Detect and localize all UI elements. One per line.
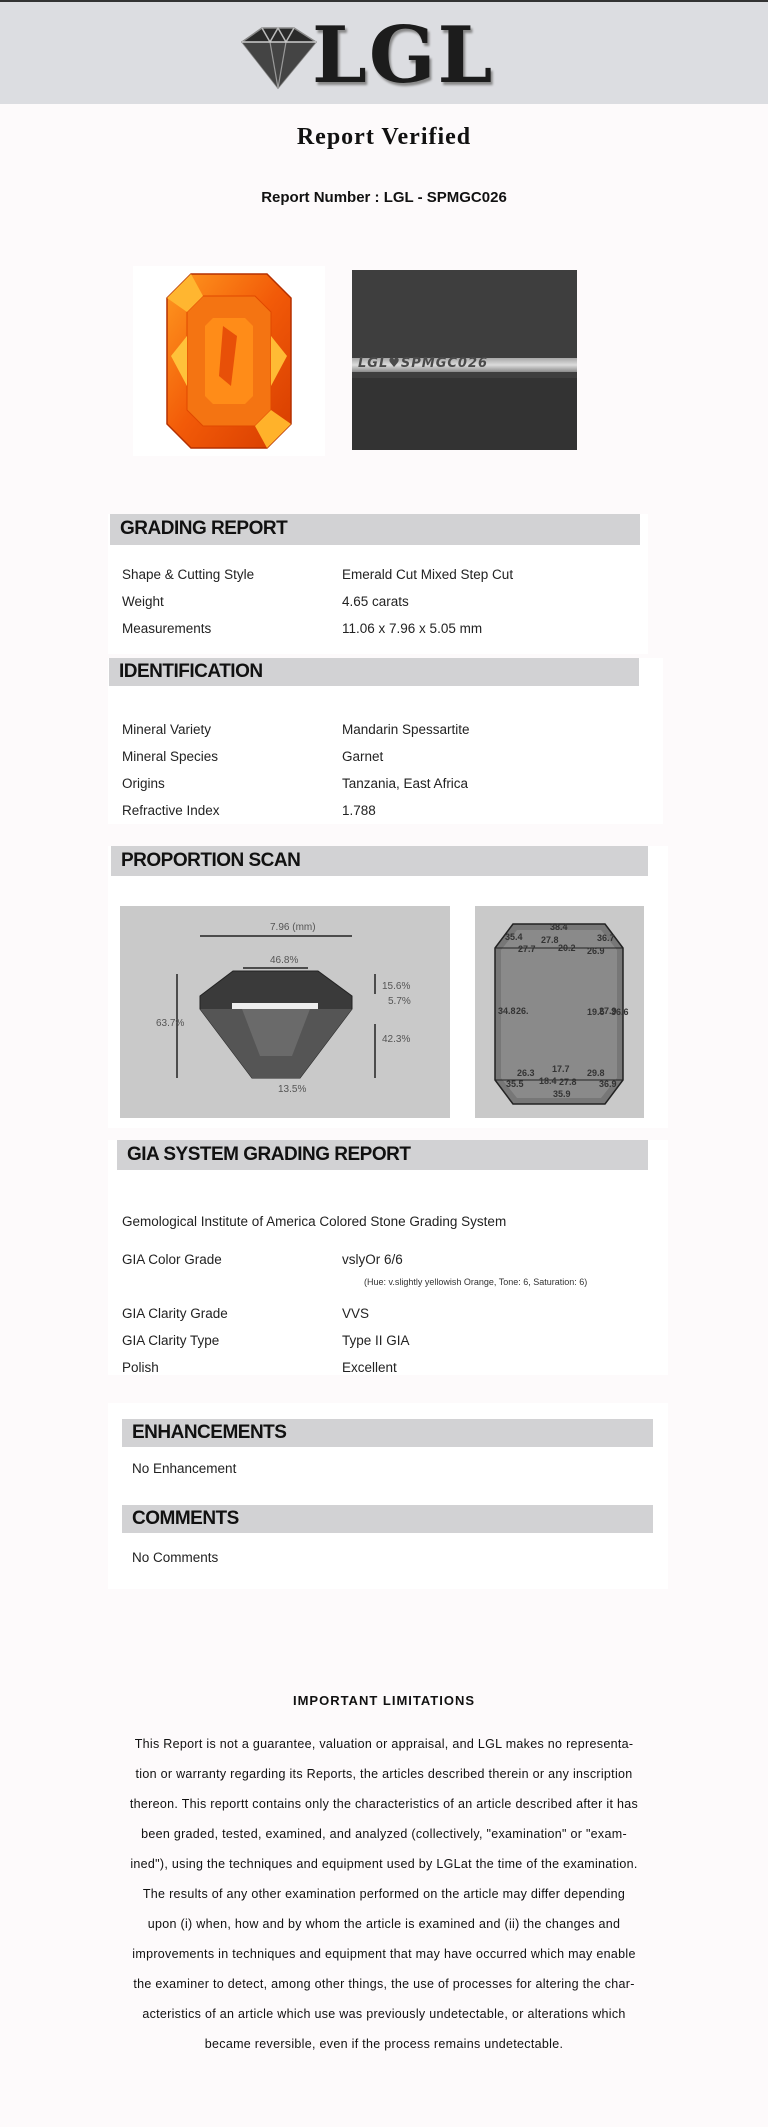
gemstone-photo bbox=[133, 266, 325, 456]
grading-report-panel bbox=[108, 514, 648, 654]
limitations-line: became reversible, even if the process remains undetectable. bbox=[204, 2037, 564, 2051]
top-label: 27.8 bbox=[559, 1077, 577, 1087]
mineral-variety-label: Mineral Variety bbox=[122, 722, 212, 737]
enhancements-text: No Enhancement bbox=[132, 1461, 237, 1476]
mineral-species-label: Mineral Species bbox=[122, 749, 219, 764]
site-header bbox=[0, 2, 768, 104]
report-number: Report Number : LGL - SPMGC026 bbox=[261, 189, 507, 206]
top-label: 18.4 bbox=[539, 1076, 557, 1086]
top-label: 36.7 bbox=[597, 933, 615, 943]
origins-label: Origins bbox=[122, 776, 165, 791]
measurements-label: Measurements bbox=[122, 621, 212, 636]
top-label: 17.7 bbox=[552, 1064, 570, 1074]
side-profile-diagram bbox=[120, 906, 450, 1118]
top-label: 27.8 bbox=[541, 935, 559, 945]
measurements-value: 11.06 x 7.96 x 5.05 mm bbox=[342, 621, 483, 636]
grading-report-heading: GRADING REPORT bbox=[120, 518, 288, 539]
top-label: 27.9 bbox=[599, 1006, 617, 1016]
inscription-shadow bbox=[352, 378, 577, 450]
comments-heading-bar bbox=[122, 1505, 653, 1533]
gia-clarity-grade-value: VVS bbox=[342, 1306, 370, 1321]
top-label: 26.9 bbox=[587, 946, 605, 956]
top-label: 36.9 bbox=[599, 1079, 617, 1089]
top-label: 19.5 bbox=[587, 1007, 605, 1017]
top-label: 29.8 bbox=[587, 1068, 605, 1078]
top-label: 27.7 bbox=[518, 944, 536, 954]
limitations-line: thereon. This reportt contains only the characteristics of an article described after it has bbox=[129, 1797, 639, 1811]
culet-percent: 13.5% bbox=[278, 1084, 307, 1095]
comments-text: No Comments bbox=[132, 1550, 219, 1565]
logo-text: LGL bbox=[312, 10, 495, 101]
refractive-index-label: Refractive Index bbox=[122, 803, 220, 818]
depth-percent: 63.7% bbox=[156, 1018, 185, 1029]
identification-panel bbox=[108, 658, 663, 824]
top-label: 26.3 bbox=[517, 1068, 535, 1078]
limitations-line: upon (i) when, how and by whom the article is examined and (ii) the changes and bbox=[147, 1917, 621, 1931]
identification-heading-bar bbox=[109, 658, 639, 686]
limitations-line: acteristics of an article which use was previously undetectable, or alterations which bbox=[142, 2007, 626, 2021]
proportion-scan-heading-bar bbox=[111, 846, 648, 876]
top-label: 20.2 bbox=[558, 943, 576, 953]
gia-color-value: vslyOr 6/6 bbox=[342, 1252, 403, 1267]
mineral-variety-value: Mandarin Spessartite bbox=[342, 722, 470, 737]
identification-heading: IDENTIFICATION bbox=[119, 661, 263, 682]
limitations-line: The results of any other examination performed on the article may differ depending bbox=[142, 1887, 626, 1901]
enhancements-heading: ENHANCEMENTS bbox=[132, 1422, 287, 1443]
grading-report-heading-bar bbox=[110, 514, 640, 545]
limitations-line: This Report is not a guarantee, valuation or appraisal, and LGL makes no representa- bbox=[134, 1737, 634, 1751]
gia-intro: Gemological Institute of America Colored Stone Grading System bbox=[122, 1214, 507, 1229]
weight-value: 4.65 carats bbox=[342, 594, 409, 609]
limitations-line: improvements in techniques and equipment that may have occurred which may enable bbox=[132, 1947, 636, 1961]
top-label: 26. bbox=[516, 1006, 529, 1016]
diamond-icon bbox=[232, 22, 322, 92]
proportion-scan-heading: PROPORTION SCAN bbox=[121, 850, 301, 871]
shape-label: Shape & Cutting Style bbox=[122, 567, 255, 582]
polish-value: Excellent bbox=[342, 1360, 397, 1375]
enhancements-comments-panel bbox=[108, 1403, 668, 1589]
gia-clarity-grade-label: GIA Clarity Grade bbox=[122, 1306, 228, 1321]
top-view-diagram bbox=[475, 906, 644, 1118]
comments-heading: COMMENTS bbox=[132, 1508, 239, 1529]
girdle-percent: 5.7% bbox=[388, 996, 411, 1007]
top-label: 36.6 bbox=[611, 1007, 629, 1017]
table-percent: 46.8% bbox=[270, 955, 299, 966]
gia-heading: GIA SYSTEM GRADING REPORT bbox=[127, 1144, 411, 1165]
inscription-text: LGL♥SPMGC026 bbox=[358, 356, 489, 371]
top-label: 35.9 bbox=[553, 1089, 571, 1099]
top-label: 35.5 bbox=[506, 1079, 524, 1089]
limitations-line: tion or warranty regarding its Reports, the articles described therein or any inscription bbox=[135, 1767, 633, 1781]
limitations-heading: IMPORTANT LIMITATIONS bbox=[292, 1693, 476, 1708]
shape-value: Emerald Cut Mixed Step Cut bbox=[342, 567, 514, 582]
weight-label: Weight bbox=[122, 594, 164, 609]
gia-panel bbox=[108, 1140, 668, 1375]
limitations-line: ined"), using the techniques and equipment used by LGLat the time of the examination. bbox=[130, 1857, 638, 1871]
gia-color-note: (Hue: v.slightly yellowish Orange, Tone: 6, Saturation: 6) bbox=[364, 1277, 588, 1287]
refractive-index-value: 1.788 bbox=[342, 803, 376, 818]
limitations-line: the examiner to detect, among other things, the use of processes for altering the char- bbox=[133, 1977, 635, 1991]
pavilion-percent: 42.3% bbox=[382, 1034, 411, 1045]
gia-clarity-type-value: Type II GIA bbox=[342, 1333, 410, 1348]
top-label: 38.4 bbox=[550, 922, 568, 932]
limitations-line: been graded, tested, examined, and analyzed (collectively, "examination" or "exam- bbox=[141, 1827, 627, 1841]
top-label: 34.8 bbox=[498, 1006, 516, 1016]
lgl-logo[interactable] bbox=[232, 10, 495, 101]
gia-heading-bar bbox=[117, 1140, 648, 1170]
crown-percent: 15.6% bbox=[382, 981, 411, 992]
width-measure: 7.96 (mm) bbox=[270, 922, 316, 933]
top-label: 35.4 bbox=[505, 932, 523, 942]
mineral-species-value: Garnet bbox=[342, 749, 384, 764]
laser-inscription-photo bbox=[352, 270, 577, 450]
polish-label: Polish bbox=[122, 1360, 159, 1375]
gia-color-label: GIA Color Grade bbox=[122, 1252, 222, 1267]
origins-value: Tanzania, East Africa bbox=[342, 776, 469, 791]
page-title: Report Verified bbox=[296, 124, 472, 150]
gia-clarity-type-label: GIA Clarity Type bbox=[122, 1333, 220, 1348]
enhancements-heading-bar bbox=[122, 1419, 653, 1447]
